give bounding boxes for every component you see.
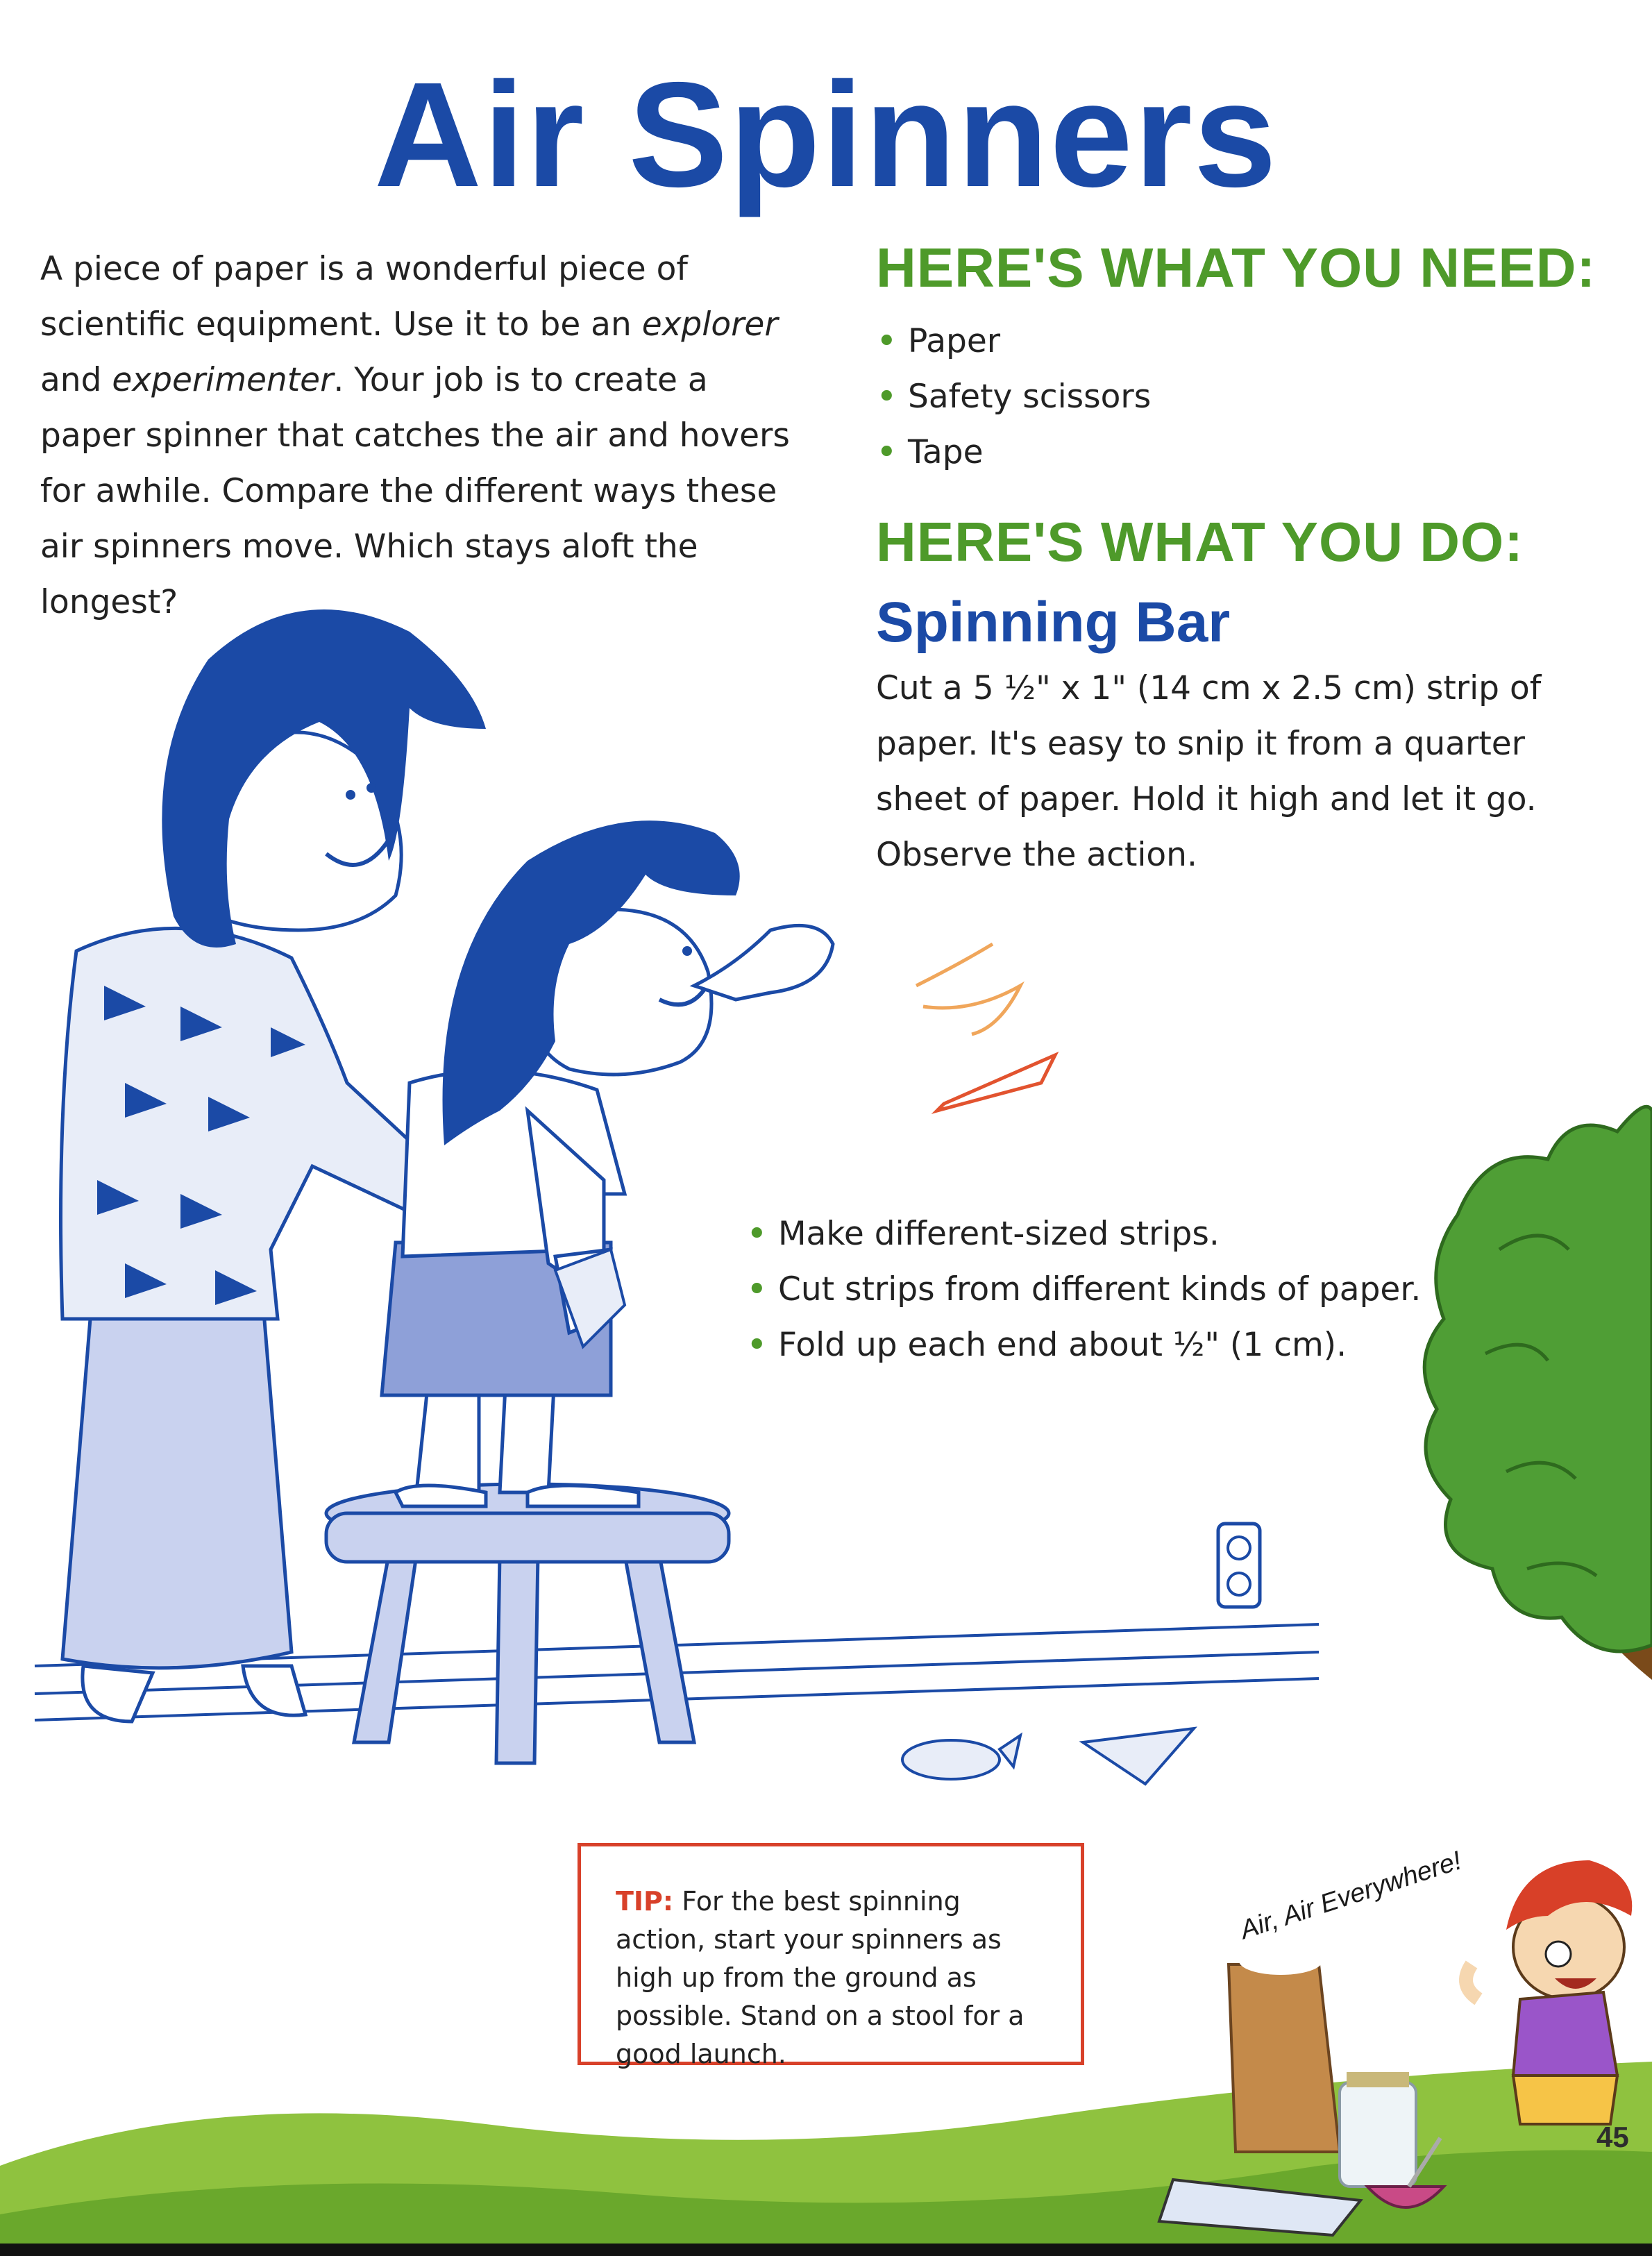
tip-box (578, 1843, 1084, 2069)
intro-text-3: . Your job is to create a paper spinner that catches the air and hovers for awhile. Compare the different ways these air spinners move. Which stays aloft the longest? (40, 361, 790, 621)
list-item: • Fold up each end about ½" (1 cm). (746, 1318, 1421, 1373)
intro-paragraph (40, 242, 790, 630)
need-heading: HERE'S WHAT YOU NEED: (876, 237, 1596, 298)
page-title: Air Spinners (373, 51, 1279, 218)
tip-label: TIP: (616, 1886, 674, 1917)
intro-emphasis-experimenter: experimenter (112, 361, 334, 399)
child-illustration (382, 820, 833, 1506)
tip-text: For the best spinning action, start your spinners as high up from the ground as possible. Stand on a stool for a good launch. (616, 1886, 1025, 2069)
list-item: • Tape (876, 425, 1151, 480)
spinning-bar-heading: Spinning Bar (876, 591, 1231, 654)
list-item: • Make different-sized strips. (746, 1206, 1421, 1262)
series-tagline: Air, Air Everywhere! (1236, 1846, 1465, 1946)
do-heading: HERE'S WHAT YOU DO: (876, 511, 1524, 573)
variation-tips-list (746, 1206, 1421, 1373)
list-item: • Paper (876, 314, 1151, 369)
list-item: • Safety scissors (876, 369, 1151, 425)
intro-text-1: A piece of paper is a wonderful piece of scientific equipment. Use it to be an (40, 250, 688, 344)
paper-bag-icon (1229, 1947, 1340, 2152)
spinning-bar-instructions: Cut a 5 ½" x 1" (14 cm x 2.5 cm) strip of paper. It's easy to snip it from a quarter sheet of paper. Hold it high and let it go. Observe the action. (876, 669, 1542, 874)
spinning-paper-strip (916, 944, 1055, 1111)
page-number: 45 (1596, 2121, 1629, 2153)
paper-pieces-icon (902, 1728, 1194, 1784)
list-item: • Cut strips from different kinds of paper. (746, 1262, 1421, 1318)
stool-icon (326, 1484, 729, 1763)
tree-icon (1424, 1106, 1652, 1680)
jar-icon (1340, 2072, 1416, 2187)
intro-text-2: and (40, 361, 112, 399)
intro-emphasis-explorer: explorer (641, 305, 778, 344)
materials-list (876, 314, 1151, 480)
outlet-icon (1218, 1524, 1260, 1607)
